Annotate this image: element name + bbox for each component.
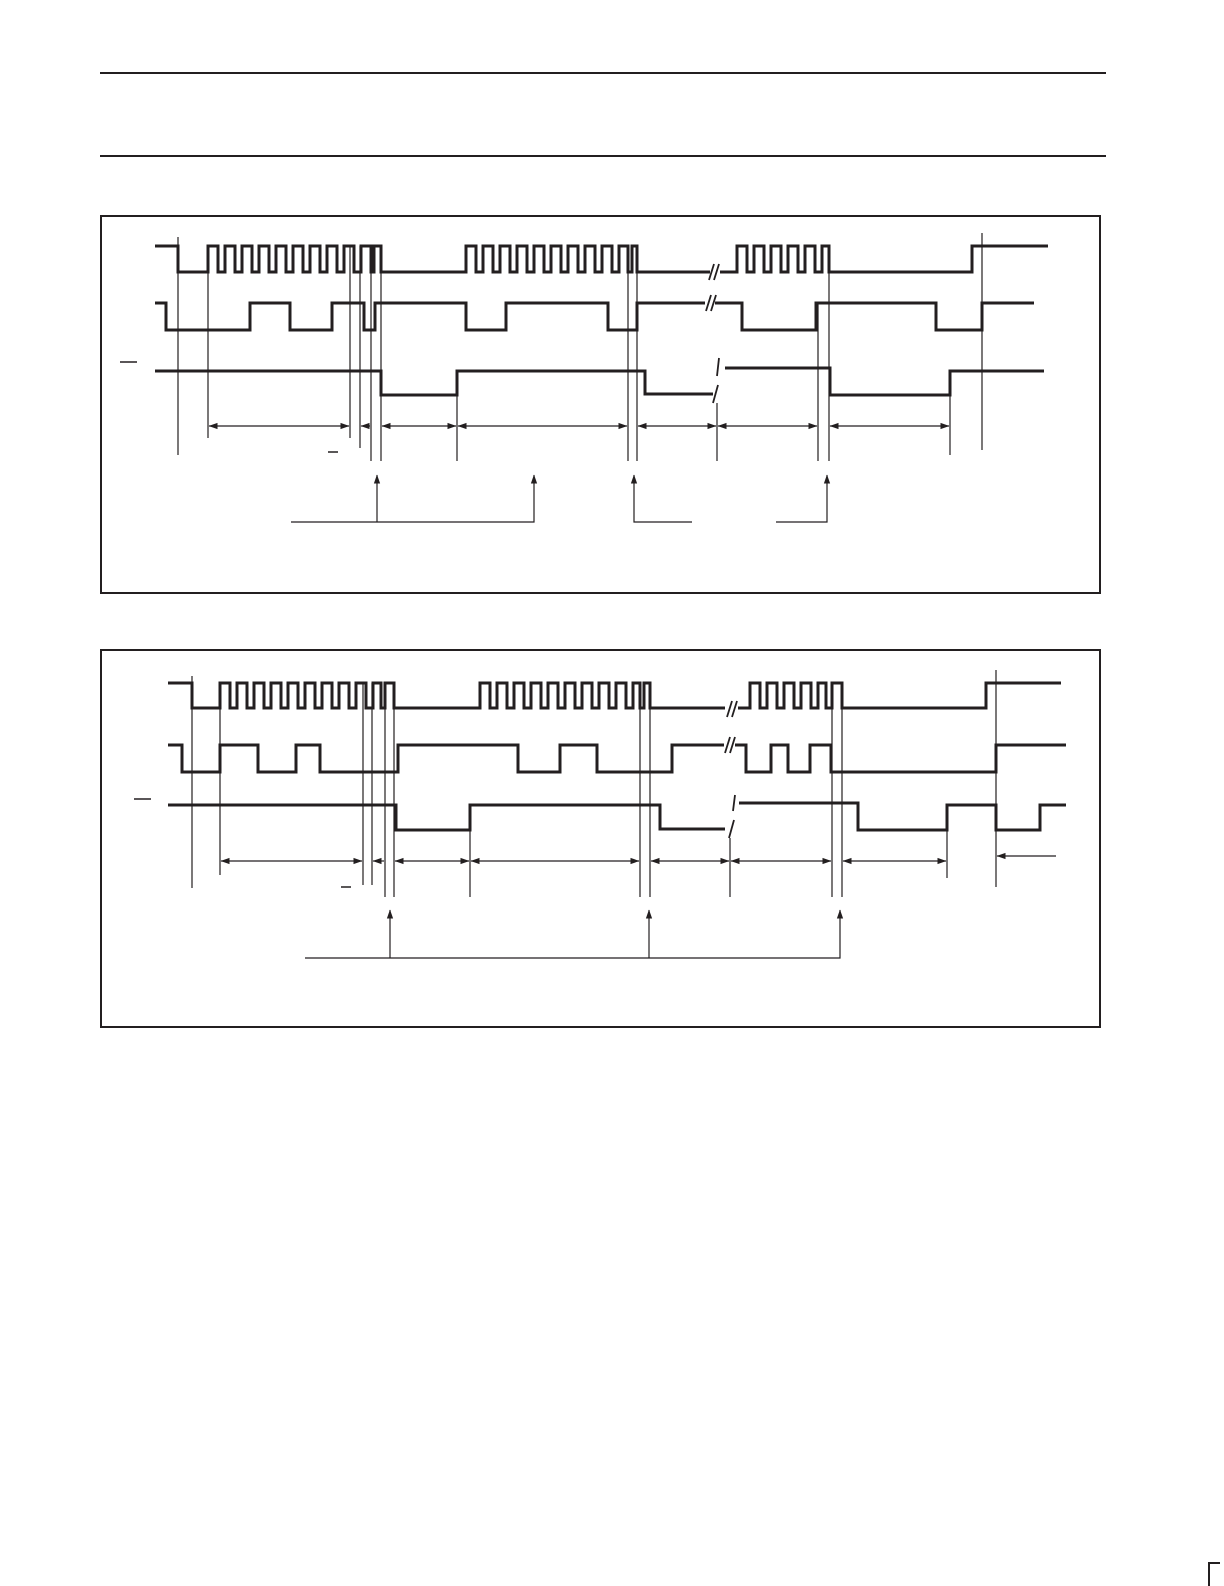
figure-2-clock-waveform [168,683,725,708]
figure-1-clock-waveform [155,246,710,272]
figure-1-data-waveform-cont [715,303,1034,330]
timing-figure-1 [101,216,1100,593]
figure-1-clock-waveform-cont [720,246,1048,272]
figure-2-timing-lines [192,670,996,897]
timing-figure-2 [101,650,1100,1027]
figure-2-break-marks [725,701,737,838]
page-corner-mark [1208,1562,1220,1586]
figure-2-dimension-arrows [221,856,1056,861]
figure-2-control-waveform-cont [739,803,1066,830]
figure-1-control-waveform [155,371,713,395]
figure-1-control-waveform-cont [725,368,1044,395]
figure-1-break-marks [706,264,719,403]
figure-1-callout-pointers [291,475,827,522]
figure-2-callout-pointers [305,910,840,958]
figure-2-clock-waveform-cont [738,683,1061,708]
figure-1-timing-lines [178,233,982,461]
figure-2-control-waveform [168,805,725,830]
figure-1-data-waveform [155,303,705,330]
figure-2-data-waveform-cont [735,745,1066,772]
